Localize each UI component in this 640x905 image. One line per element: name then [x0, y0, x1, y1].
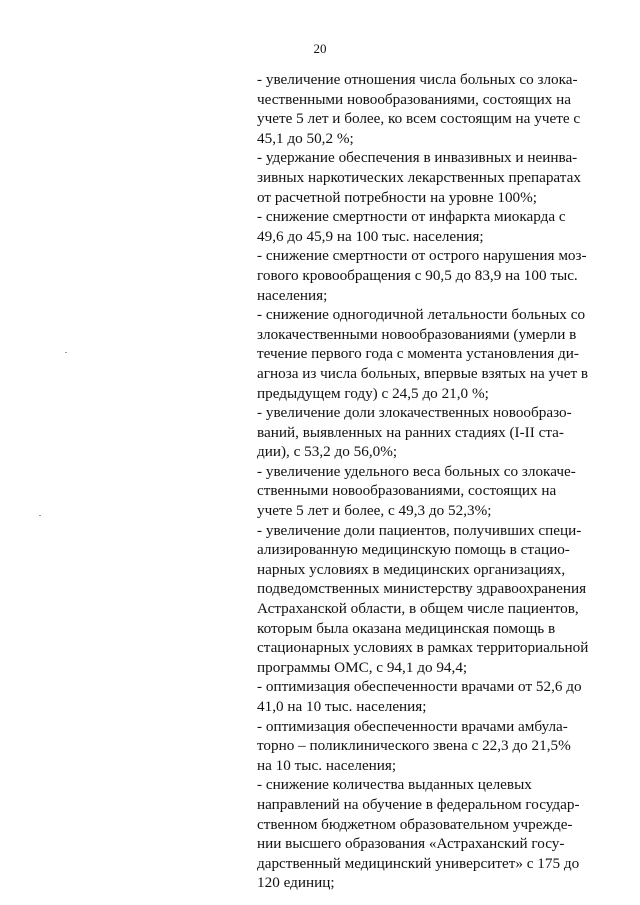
- text-line: программы ОМС, с 94,1 до 94,4;: [257, 658, 468, 676]
- text-line: подведомственных министерству здравоохранения: [257, 580, 587, 598]
- text-line: агноза из числа больных, впервые взятых на учет в: [257, 364, 589, 382]
- list-item: [257, 775, 587, 893]
- text-line: - снижение смертности от острого нарушения моз-: [257, 247, 587, 265]
- text-line: учете 5 лет и более, с 49,3 до 52,3%;: [257, 502, 492, 520]
- text-line: 120 единиц;: [257, 874, 335, 892]
- text-line: нарных условиях в медицинских организациях,: [257, 560, 566, 578]
- text-line: ственном бюджетном образовательном учрежде-: [257, 815, 573, 833]
- text-line: нии высшего образования «Астраханский госу-: [257, 835, 565, 853]
- text-line: - увеличение доли злокачественных новообразо-: [257, 404, 572, 422]
- text-line: - удержание обеспечения в инвазивных и неинва-: [257, 149, 578, 167]
- text-line: предыдущем году) с 24,5 до 21,0 %;: [257, 384, 489, 402]
- text-line: которым была оказана медицинская помощь в: [257, 619, 556, 637]
- document-body: [257, 70, 587, 893]
- list-item: [257, 717, 587, 776]
- text-line: - снижение смертности от инфаркта миокарда с: [257, 208, 566, 226]
- text-line: от расчетной потребности на уровне 100%;: [257, 188, 538, 206]
- text-line: гового кровообращения с 90,5 до 83,9 на 100 тыс.: [257, 266, 578, 284]
- list-item: [257, 246, 587, 305]
- text-line: населения;: [257, 286, 328, 304]
- scan-speck: [39, 515, 41, 516]
- text-line: - увеличение отношения числа больных со злока-: [257, 71, 578, 88]
- text-line: - снижение одногодичной летальности больных со: [257, 306, 586, 324]
- text-line: - оптимизация обеспеченности врачами амбула-: [257, 717, 568, 735]
- text-line: зивных наркотических лекарственных препаратах: [257, 168, 581, 186]
- list-item: [257, 305, 587, 403]
- text-line: дии), с 53,2 до 56,0%;: [257, 443, 398, 461]
- text-line: ваний, выявленных на ранних стадиях (I-II ста-: [257, 423, 564, 441]
- text-line: Астраханской области, в общем числе пациентов,: [257, 600, 579, 618]
- text-line: 49,6 до 45,9 на 100 тыс. населения;: [257, 227, 484, 245]
- text-line: - увеличение удельного веса больных со злокаче-: [257, 462, 576, 480]
- page-number: 20: [313, 41, 327, 56]
- text-line: злокачественными новообразованиями (умерли в: [257, 325, 577, 343]
- list-item: [257, 148, 587, 207]
- list-item: [257, 70, 587, 148]
- text-line: торно – поликлинического звена с 22,3 до 21,5%: [257, 737, 571, 755]
- list-item: [257, 207, 587, 246]
- text-line: течение первого года с момента установления ди-: [257, 345, 579, 363]
- text-line: на 10 тыс. населения;: [257, 756, 397, 774]
- text-line: - увеличение доли пациентов, получивших специ-: [257, 521, 582, 539]
- list-item: [257, 462, 587, 521]
- text-line: стационарных условиях в рамках территориальной: [257, 639, 589, 657]
- text-line: 41,0 на 10 тыс. населения;: [257, 698, 427, 715]
- text-line: ализированную медицинскую помощь в стацио-: [257, 541, 570, 559]
- scan-speck: [65, 352, 67, 353]
- text-line: ственными новообразованиями, состоящих на: [257, 482, 557, 500]
- list-item: [257, 403, 587, 462]
- text-line: дарственный медицинский университет» с 175 до: [257, 854, 580, 872]
- text-line: - оптимизация обеспеченности врачами от 52,6 до: [257, 678, 582, 696]
- text-line: 45,1 до 50,2 %;: [257, 129, 354, 147]
- text-line: направлений на обучение в федеральном государ-: [257, 795, 580, 813]
- list-item: [257, 677, 587, 716]
- text-line: учете 5 лет и более, ко всем состоящим на учете с: [257, 110, 581, 128]
- list-item: [257, 521, 587, 678]
- text-line: чественными новообразованиями, состоящих на: [257, 90, 572, 108]
- text-line: - снижение количества выданных целевых: [257, 776, 532, 794]
